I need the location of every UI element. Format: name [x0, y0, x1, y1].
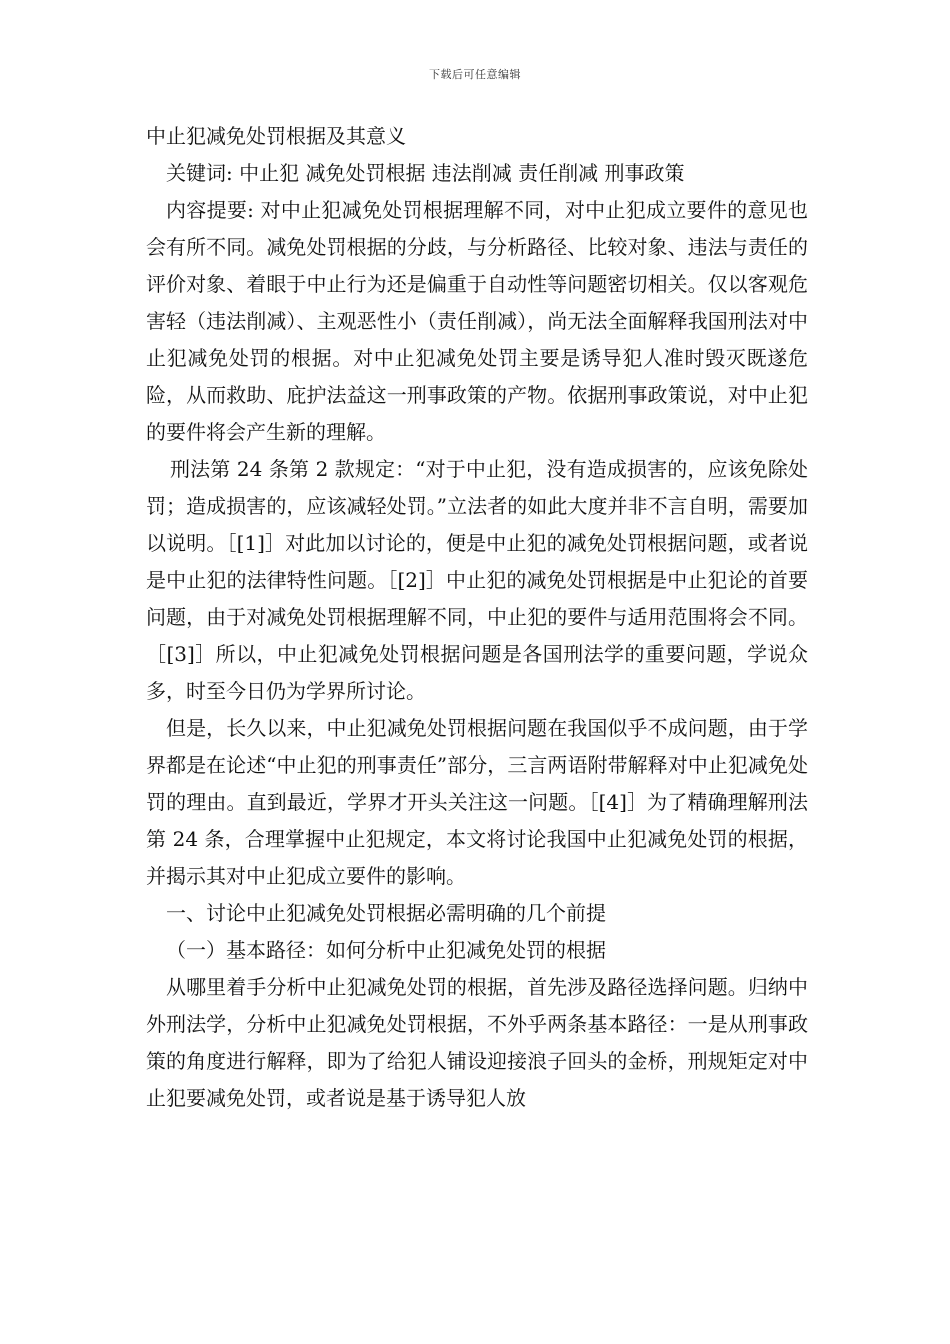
abstract-paragraph: 内容提要: 对中止犯减免处罚根据理解不同，对中止犯成立要件的意见也会有所不同。减免处罚根据的分歧，与分析路径、比较对象、违法与责任的评价对象、着眼于中止行为还是偏重于自动性等问题密切相关。仅以客观危害轻（违法削减）、主观恶性小（责任削减），尚无法全面解释我国刑法对中止犯减免处罚的根据。对中止犯减免处罚主要是诱导犯人准时毁灭既遂危险，从而救助、庇护法益这一刑事政策的产物。依据刑事政策说，对中止犯的要件将会产生新的理解。: [146, 198, 808, 444]
body-paragraph-2: 但是，长久以来，中止犯减免处罚根据问题在我国似乎不成问题，由于学界都是在论述“中止犯的刑事责任”部分，三言两语附带解释对中止犯减免处罚的理由。直到最近，学界才开头关注这一问题。［[4]］为了精确理解刑法第 24 条，合理掌握中止犯规定，本文将讨论我国中止犯减免处罚的根据，并揭示其对中止犯成立要件的影响。: [146, 716, 808, 888]
body-paragraph-1: 刑法第 24 条第 2 款规定：“对于中止犯，没有造成损害的，应该免除处罚；造成损害的，应该减轻处罚。”立法者的如此大度并非不言自明，需要加以说明。［[1]］对此加以讨论的，便是中止犯的减免处罚根据问题，或者说是中止犯的法律特性问题。［[2]］中止犯的减免处罚根据是中止犯论的首要问题，由于对减免处罚根据理解不同，中止犯的要件与适用范围将会不同。［[3]］所以，中止犯减免处罚根据问题是各国刑法学的重要问题，学说众多，时至今日仍为学界所讨论。: [146, 457, 808, 703]
body-paragraph-3: 从哪里着手分析中止犯减免处罚的根据，首先涉及路径选择问题。归纳中外刑法学，分析中止犯减免处罚根据，不外乎两条基本路径：一是从刑事政策的角度进行解释，即为了给犯人铺设迎接浪子回头的金桥，刑规矩定对中止犯要减免处罚，或者说是基于诱导犯人放: [146, 975, 808, 1110]
document-body: [146, 118, 808, 1117]
section-heading-1: 一、讨论中止犯减免处罚根据必需明确的几个前提: [166, 901, 606, 925]
subsection-heading-1: （一）基本路径：如何分析中止犯减免处罚的根据: [166, 938, 606, 962]
keywords-line: 关键词: 中止犯 减免处罚根据 违法削减 责任削减 刑事政策: [166, 161, 685, 185]
page-header: 下载后可任意编辑: [429, 68, 521, 81]
document-title: 中止犯减免处罚根据及其意义: [146, 124, 406, 148]
